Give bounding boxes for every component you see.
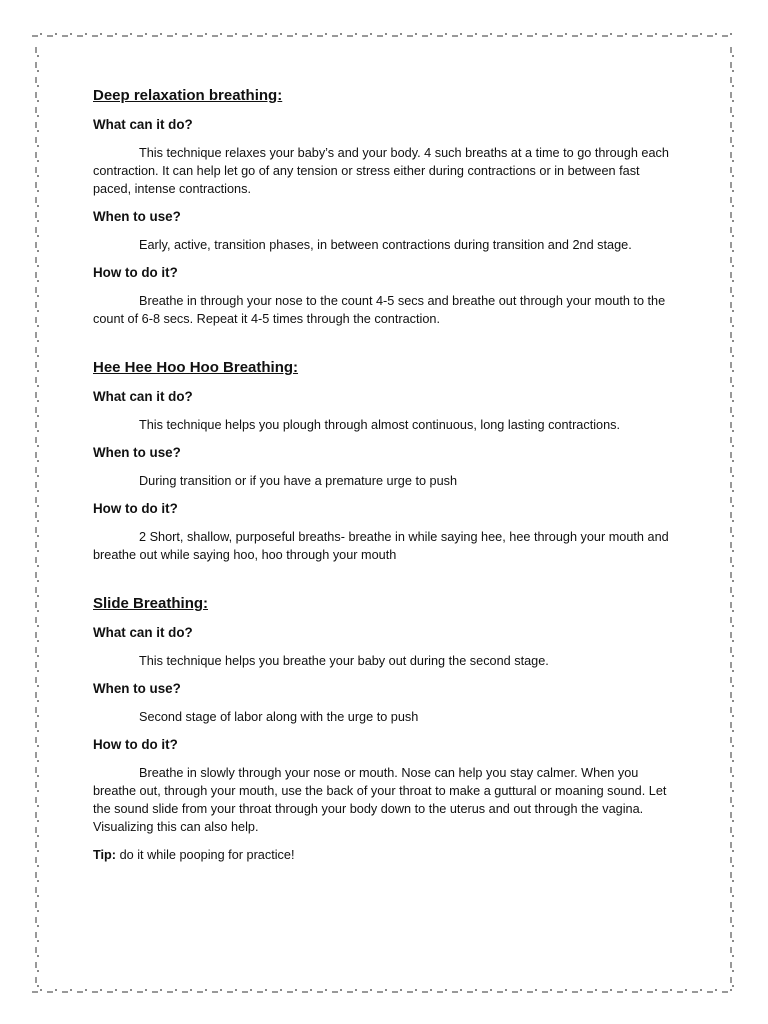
border-ornament: [36, 692, 39, 702]
tip: [93, 846, 675, 864]
border-ornament: [731, 332, 734, 342]
border-ornament: [36, 62, 39, 72]
section-hee-hee-hoo-hoo-breathing: [93, 358, 675, 564]
border-ornament: [242, 33, 252, 36]
border-ornament: [36, 257, 39, 267]
border-ornament: [731, 47, 734, 57]
border-ornament: [452, 989, 462, 992]
border-ornament: [731, 422, 734, 432]
border-ornament: [731, 707, 734, 717]
border-ornament: [731, 632, 734, 642]
border-ornament: [731, 137, 734, 147]
border-ornament: [36, 347, 39, 357]
border-ornament: [482, 989, 492, 992]
border-ornament: [731, 152, 734, 162]
border-ornament: [731, 497, 734, 507]
border-ornament: [731, 182, 734, 192]
border-ornament: [437, 33, 447, 36]
border-ornament: [36, 767, 39, 777]
border-ornament: [36, 377, 39, 387]
border-ornament: [731, 812, 734, 822]
tip-text: do it while pooping for practice!: [119, 848, 295, 862]
border-ornament: [422, 33, 432, 36]
border-ornament: [347, 33, 357, 36]
border-ornament: [422, 989, 432, 992]
border-ornament: [731, 602, 734, 612]
border-ornament: [212, 989, 222, 992]
border-ornament: [692, 989, 702, 992]
border-ornament: [36, 392, 39, 402]
border-ornament: [227, 33, 237, 36]
what-text: This technique helps you plough through almost continuous, long lasting contractions.: [139, 418, 621, 432]
border-ornament: [731, 557, 734, 567]
border-ornament: [731, 782, 734, 792]
border-ornament: [731, 767, 734, 777]
border-ornament: [731, 362, 734, 372]
border-ornament: [512, 33, 522, 36]
border-ornament: [677, 33, 687, 36]
border-ornament: [731, 302, 734, 312]
border-ornament: [36, 152, 39, 162]
border-ornament: [731, 287, 734, 297]
when-text: Early, active, transition phases, in between contractions during transition and 2nd stage.: [139, 238, 632, 252]
border-ornament: [467, 33, 477, 36]
border-ornament: [36, 452, 39, 462]
section-title: Deep relaxation breathing:: [93, 87, 283, 104]
border-ornament: [437, 989, 447, 992]
border-ornament: [731, 92, 734, 102]
border-ornament: [107, 33, 117, 36]
border-ornament: [347, 989, 357, 992]
border-ornament: [36, 212, 39, 222]
border-ornament: [731, 122, 734, 132]
border-ornament: [647, 989, 657, 992]
border-ornament: [36, 47, 39, 57]
border-ornament: [36, 782, 39, 792]
border-ornament: [731, 242, 734, 252]
border-ornament: [32, 989, 42, 992]
border-ornament: [36, 542, 39, 552]
border-ornament: [152, 33, 162, 36]
border-ornament: [36, 932, 39, 942]
document-body: [93, 86, 675, 864]
border-ornament: [36, 497, 39, 507]
border-ornament: [122, 989, 132, 992]
border-ornament: [731, 227, 734, 237]
border-ornament: [36, 317, 39, 327]
border-ornament: [731, 62, 734, 72]
border-ornament: [77, 33, 87, 36]
border-ornament: [332, 989, 342, 992]
border-ornament: [557, 33, 567, 36]
border-ornament: [377, 989, 387, 992]
border-ornament: [467, 989, 477, 992]
border-ornament: [482, 33, 492, 36]
border-ornament: [497, 989, 507, 992]
border-ornament: [36, 77, 39, 87]
border-ornament: [272, 33, 282, 36]
border-ornament: [36, 92, 39, 102]
border-ornament: [36, 287, 39, 297]
border-ornament: [182, 989, 192, 992]
border-ornament: [731, 722, 734, 732]
border-ornament: [731, 887, 734, 897]
border-ornament: [377, 33, 387, 36]
border-ornament: [692, 33, 702, 36]
border-ornament: [36, 572, 39, 582]
border-ornament: [647, 33, 657, 36]
border-ornament: [77, 989, 87, 992]
border-ornament: [731, 857, 734, 867]
border-ornament: [731, 407, 734, 417]
border-ornament: [362, 33, 372, 36]
border-ornament: [36, 407, 39, 417]
border-ornament: [731, 977, 734, 987]
border-ornament: [542, 33, 552, 36]
border-ornament: [257, 33, 267, 36]
border-ornament: [362, 989, 372, 992]
border-ornament: [542, 989, 552, 992]
border-ornament: [662, 33, 672, 36]
border-ornament: [512, 989, 522, 992]
border-ornament: [392, 33, 402, 36]
border-ornament: [731, 452, 734, 462]
border-ornament: [731, 482, 734, 492]
how-text: 2 Short, shallow, purposeful breaths- breathe in while saying hee, hee through your mouth and breathe out while saying hoo, hoo through your mouth: [93, 530, 669, 562]
border-ornament: [731, 392, 734, 402]
border-ornament: [731, 932, 734, 942]
what-label: What can it do?: [93, 389, 193, 404]
border-ornament: [36, 917, 39, 927]
section-title: Hee Hee Hoo Hoo Breathing:: [93, 359, 299, 376]
border-ornament: [731, 842, 734, 852]
when-label: When to use?: [93, 681, 181, 696]
border-ornament: [317, 989, 327, 992]
border-ornament: [731, 212, 734, 222]
how-label: How to do it?: [93, 501, 178, 516]
border-ornament: [731, 587, 734, 597]
border-ornament: [36, 707, 39, 717]
border-ornament: [152, 989, 162, 992]
border-ornament: [731, 662, 734, 672]
border-ornament: [36, 617, 39, 627]
border-ornament: [731, 797, 734, 807]
border-ornament: [36, 272, 39, 282]
border-ornament: [731, 77, 734, 87]
how-text: Breathe in slowly through your nose or mouth. Nose can help you stay calmer. When you breathe out, through your mouth, use the back of your throat to make a guttural or moaning sound. Let the sound slide from your throat through your body down to the uterus and out through the vagina. Visualizing this can also help.: [93, 766, 667, 834]
border-ornament: [731, 902, 734, 912]
border-ornament: [632, 33, 642, 36]
border-ornament: [602, 989, 612, 992]
border-ornament: [731, 647, 734, 657]
border-ornament: [36, 902, 39, 912]
border-ornament: [36, 557, 39, 567]
border-ornament: [572, 989, 582, 992]
border-ornament: [36, 197, 39, 207]
border-ornament: [36, 107, 39, 117]
how-text: Breathe in through your nose to the count 4-5 secs and breathe out through your mouth to the count of 6-8 secs. Repeat it 4-5 times through the contraction.: [93, 294, 666, 326]
border-ornament: [731, 317, 734, 327]
border-ornament: [617, 989, 627, 992]
border-ornament: [36, 137, 39, 147]
border-ornament: [392, 989, 402, 992]
border-ornament: [602, 33, 612, 36]
border-ornament: [287, 33, 297, 36]
border-ornament: [36, 842, 39, 852]
border-ornament: [731, 737, 734, 747]
border-ornament: [36, 362, 39, 372]
section-deep-relaxation-breathing: [93, 86, 675, 328]
border-ornament: [287, 989, 297, 992]
border-ornament: [587, 33, 597, 36]
border-ornament: [632, 989, 642, 992]
border-ornament: [62, 33, 72, 36]
border-ornament: [731, 542, 734, 552]
border-ornament: [36, 482, 39, 492]
border-ornament: [731, 197, 734, 207]
border-ornament: [36, 737, 39, 747]
border-ornament: [137, 33, 147, 36]
border-ornament: [731, 872, 734, 882]
border-ornament: [317, 33, 327, 36]
border-ornament: [47, 989, 57, 992]
border-ornament: [36, 422, 39, 432]
border-ornament: [731, 467, 734, 477]
border-ornament: [557, 989, 567, 992]
border-ornament: [36, 302, 39, 312]
border-ornament: [731, 917, 734, 927]
border-ornament: [707, 989, 717, 992]
when-text: Second stage of labor along with the urge to push: [139, 710, 419, 724]
border-ornament: [731, 377, 734, 387]
border-ornament: [677, 989, 687, 992]
border-ornament: [731, 962, 734, 972]
border-ornament: [497, 33, 507, 36]
border-ornament: [36, 332, 39, 342]
border-ornament: [731, 512, 734, 522]
border-ornament: [36, 812, 39, 822]
border-ornament: [36, 962, 39, 972]
border-ornament: [731, 692, 734, 702]
border-ornament: [731, 572, 734, 582]
border-ornament: [92, 989, 102, 992]
border-ornament: [36, 797, 39, 807]
border-ornament: [452, 33, 462, 36]
border-ornament: [36, 857, 39, 867]
border-ornament: [587, 989, 597, 992]
border-ornament: [617, 33, 627, 36]
border-ornament: [36, 527, 39, 537]
border-ornament: [257, 989, 267, 992]
border-ornament: [731, 257, 734, 267]
border-ornament: [527, 33, 537, 36]
border-ornament: [731, 947, 734, 957]
border-ornament: [36, 662, 39, 672]
border-ornament: [731, 107, 734, 117]
border-ornament: [36, 677, 39, 687]
border-ornament: [36, 827, 39, 837]
border-ornament: [731, 527, 734, 537]
border-ornament: [36, 752, 39, 762]
border-ornament: [36, 437, 39, 447]
border-ornament: [122, 33, 132, 36]
border-ornament: [731, 677, 734, 687]
section-title: Slide Breathing:: [93, 595, 209, 612]
border-ornament: [36, 602, 39, 612]
border-ornament: [47, 33, 57, 36]
what-label: What can it do?: [93, 625, 193, 640]
border-ornament: [137, 989, 147, 992]
border-ornament: [36, 887, 39, 897]
border-ornament: [407, 989, 417, 992]
border-ornament: [62, 989, 72, 992]
border-ornament: [36, 647, 39, 657]
tip-label: Tip:: [93, 848, 117, 862]
when-label: When to use?: [93, 445, 181, 460]
how-label: How to do it?: [93, 265, 178, 280]
border-ornament: [197, 33, 207, 36]
border-ornament: [731, 437, 734, 447]
border-ornament: [302, 989, 312, 992]
border-ornament: [242, 989, 252, 992]
how-label: How to do it?: [93, 737, 178, 752]
border-ornament: [731, 752, 734, 762]
border-ornament: [707, 33, 717, 36]
border-ornament: [36, 512, 39, 522]
border-ornament: [731, 617, 734, 627]
border-ornament: [662, 989, 672, 992]
border-ornament: [36, 467, 39, 477]
border-ornament: [36, 947, 39, 957]
border-ornament: [36, 632, 39, 642]
section-slide-breathing: [93, 594, 675, 864]
border-ornament: [36, 977, 39, 987]
border-ornament: [407, 33, 417, 36]
border-ornament: [36, 227, 39, 237]
border-ornament: [332, 33, 342, 36]
border-ornament: [527, 989, 537, 992]
border-ornament: [92, 33, 102, 36]
border-ornament: [36, 242, 39, 252]
border-ornament: [572, 33, 582, 36]
when-label: When to use?: [93, 209, 181, 224]
border-ornament: [36, 587, 39, 597]
border-ornament: [731, 827, 734, 837]
border-ornament: [197, 989, 207, 992]
border-ornament: [36, 872, 39, 882]
border-ornament: [167, 33, 177, 36]
border-ornament: [731, 272, 734, 282]
what-label: What can it do?: [93, 117, 193, 132]
border-ornament: [731, 347, 734, 357]
border-ornament: [167, 989, 177, 992]
border-ornament: [302, 33, 312, 36]
what-text: This technique helps you breathe your baby out during the second stage.: [139, 654, 549, 668]
border-ornament: [107, 989, 117, 992]
border-ornament: [36, 167, 39, 177]
border-ornament: [36, 722, 39, 732]
when-text: During transition or if you have a premature urge to push: [139, 474, 458, 488]
border-ornament: [272, 989, 282, 992]
border-ornament: [722, 989, 732, 992]
what-text: This technique relaxes your baby’s and your body. 4 such breaths at a time to go through each contraction. It can help let go of any tension or stress either during contractions or in between fast paced, intense contractions.: [93, 146, 669, 196]
border-ornament: [731, 167, 734, 177]
border-ornament: [227, 989, 237, 992]
border-ornament: [182, 33, 192, 36]
border-ornament: [212, 33, 222, 36]
border-ornament: [722, 33, 732, 36]
border-ornament: [36, 182, 39, 192]
border-ornament: [36, 122, 39, 132]
border-ornament: [32, 33, 42, 36]
